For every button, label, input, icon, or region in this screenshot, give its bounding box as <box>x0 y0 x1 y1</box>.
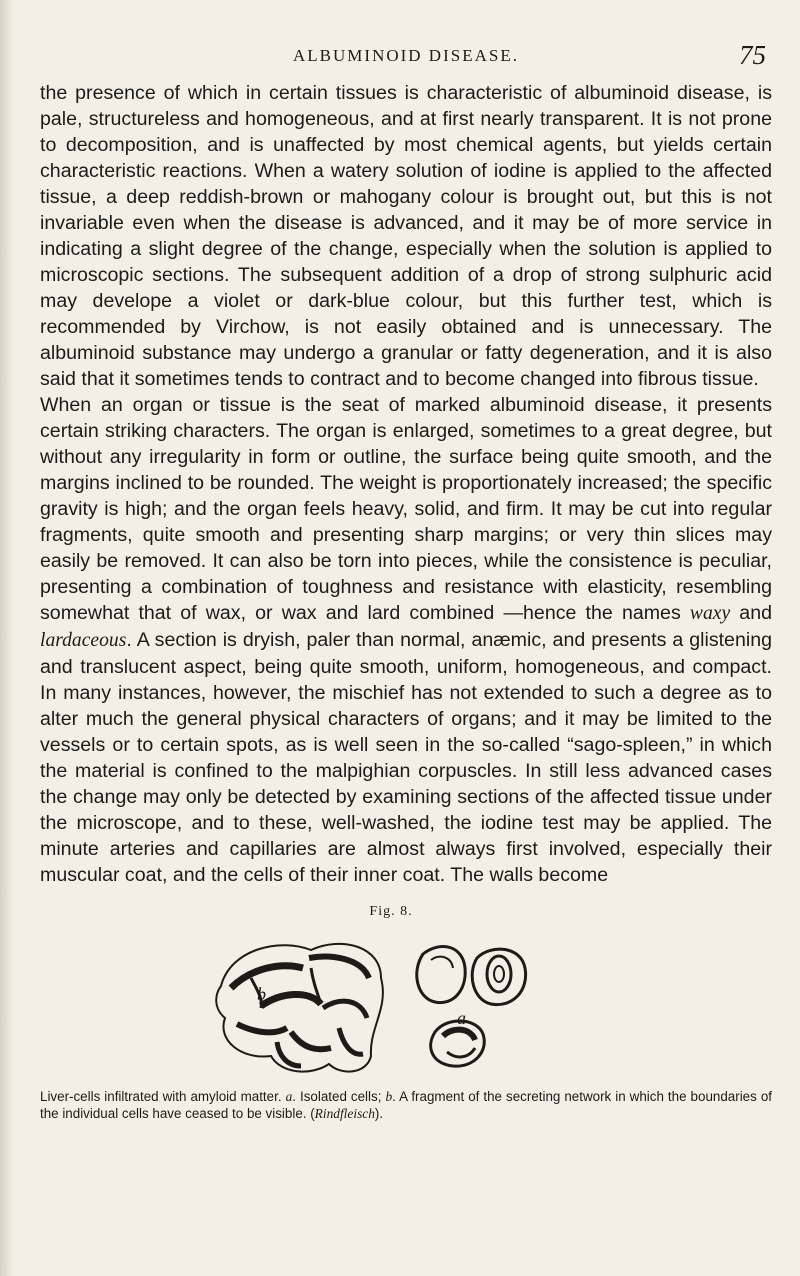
caption-end: ). <box>374 1106 384 1121</box>
body-text <box>40 80 772 888</box>
network-fragment-drawing <box>216 944 383 1072</box>
caption-b-text: . A fragment of the secreting network in which the boundaries of the individual cells have ceased to be visible. ( <box>40 1089 772 1121</box>
paragraph-2-part-1: When an organ or tissue is the seat of marked albuminoid disease, it presents certain striking characters. The organ is enlarged, sometimes to a great degree, but without any irregularity in form or outline, the surface being quite smooth, and the margins inclined to be rounded. The weight is proportionately increased; the specific gravity is high; and the organ feels heavy, solid, and firm. It may be cut into regular fragments, quite smooth and presenting sharp margins; or very thin slices may easily be removed. It can also be torn into pieces, while the consistence is peculiar, presenting a combination of toughness and resistance with elasticity, resembling somewhat that of wax, or wax and lard combined —hence the names <box>40 394 772 624</box>
paragraph-2-part-2: . A section is dryish, paler than normal, anæmic, and presents a glistening and translucent aspect, being quite smooth, uniform, homogeneous, and compact. In many instances, however, the mischief has not extended to such a degree as to alter much the general physical characters of organs; and it may be limited to the vessels or to certain spots, as is well seen in the so-called “sago-spleen,” in which the material is confined to the malpighian corpuscles. In still less advanced cases the change may only be detected by examining sections of the affected tissue under the microscope, and to these, well-washed, the iodine test may be applied. The minute arteries and capillaries are almost always first involved, especially their muscular coat, and the cells of their inner coat. The walls become <box>40 629 772 886</box>
book-page <box>40 0 772 1122</box>
caption-main: Liver-cells infiltrated with amyloid matter. <box>40 1089 286 1104</box>
paragraph-1: the presence of which in certain tissues is characteristic of albuminoid disease, is pale, structureless and homogeneous, and at first nearly transparent. It is not prone to decomposition, and is unaffected by most chemical agents, but yields certain characteristic reactions. When a watery solution of iodine is applied to the affected tissue, a deep reddish-brown or mahogany colour is brought out, but this is not invariable even when the disease is advanced, and it may be of more service in indicating a slight degree of the change, especially when the solution is applied to microscopic sections. The subsequent addition of a drop of strong sulphuric acid may develope a violet or dark-blue colour, but this further test, which is recommended by Virchow, is not easily obtained and is unnecessary. The albuminoid substance may undergo a granular or fatty degeneration, and it is also said that it sometimes tends to contract and to become changed into fibrous tissue. <box>40 82 772 390</box>
page-binding-shadow <box>0 0 14 1276</box>
term-lardaceous: lardaceous <box>40 630 127 651</box>
term-waxy: waxy <box>689 603 731 624</box>
running-head <box>40 0 772 80</box>
page-number: 75 <box>739 40 766 70</box>
and-word: and <box>730 602 772 624</box>
figure-8 <box>40 904 772 1122</box>
figure-label: Fig. 8. <box>369 904 413 919</box>
paragraph-2 <box>40 392 772 888</box>
figure-letter-b: b <box>257 984 266 1004</box>
isolated-cells-drawing <box>417 946 526 1066</box>
figure-caption <box>40 1088 772 1122</box>
caption-a-text: . Isolated cells; <box>292 1089 386 1104</box>
running-title: ALBUMINOID DISEASE. <box>293 46 519 65</box>
caption-b-letter: b <box>385 1089 393 1104</box>
caption-a-letter: a <box>285 1089 293 1104</box>
liver-cells-illustration <box>191 928 621 1078</box>
caption-credit: Rindfleisch <box>314 1106 375 1121</box>
figure-letter-a: a <box>457 1008 466 1028</box>
